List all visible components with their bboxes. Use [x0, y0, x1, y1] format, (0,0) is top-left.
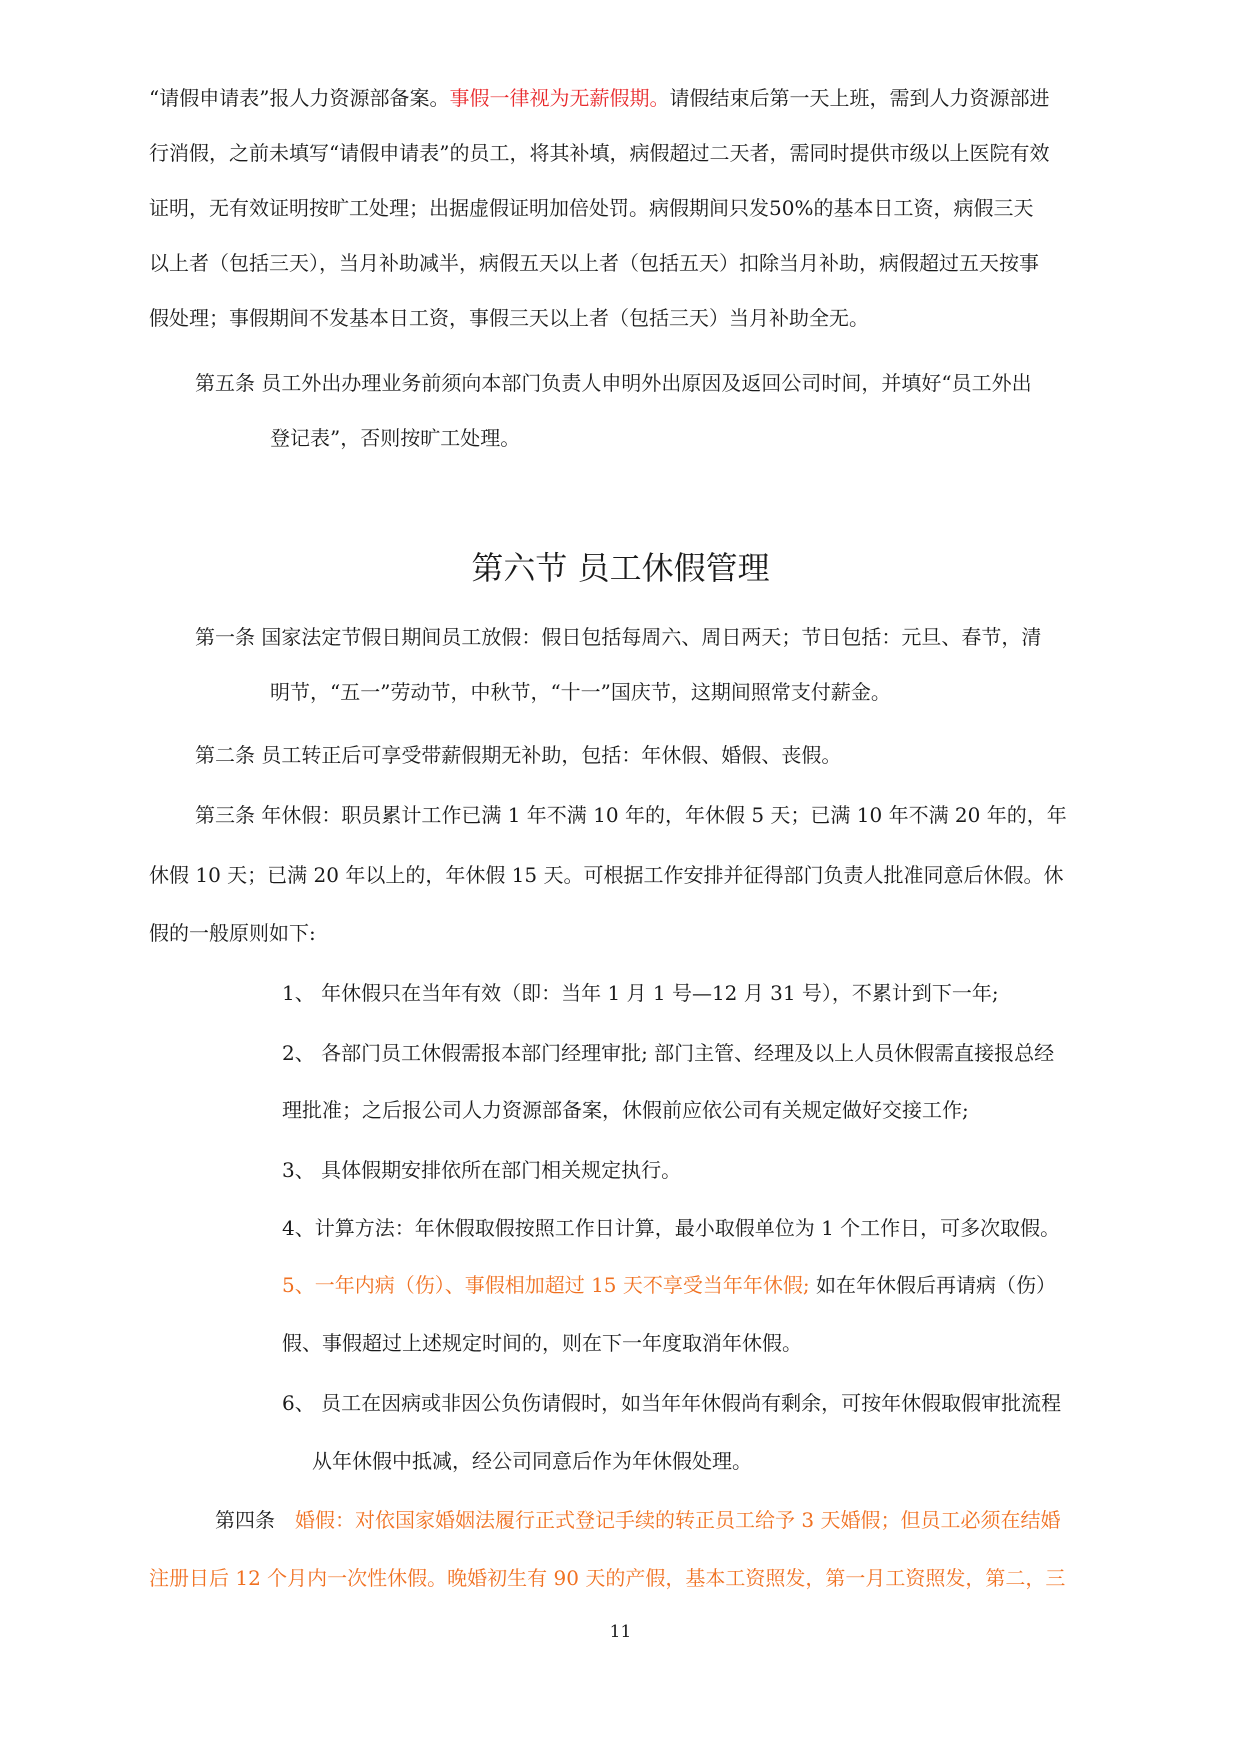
article-1-line-2: 明节，“五一”劳动节，中秋节，“十一”国庆节，这期间照常支付薪金。	[270, 680, 891, 704]
list-item-5-line-2: 假、事假超过上述规定时间的，则在下一年度取消年休假。	[282, 1331, 802, 1355]
body-line-1	[149, 83, 1049, 113]
article-4-label: 第四条	[215, 1508, 275, 1532]
list-item-6-line-1: 6、 员工在因病或非因公负伤请假时，如当年年休假尚有剩余，可按年休假取假审批流程	[282, 1391, 1062, 1415]
list-item-6-line-2: 从年休假中抵减，经公司同意后作为年休假处理。	[312, 1449, 752, 1473]
list-item-5-line-1	[282, 1270, 1056, 1300]
list-item-4: 4、计算方法：年休假取假按照工作日计算，最小取假单位为 1 个工作日，可多次取假。	[282, 1216, 1061, 1240]
highlight-text: 婚假：对依国家婚姻法履行正式登记手续的转正员工给予 3 天婚假；但员工必须在结婚	[295, 1508, 1061, 1532]
body-text: 请假结束后第一天上班，需到人力资源部进	[669, 86, 1050, 110]
body-text: “请假申请表”报人力资源部备案。	[149, 86, 450, 110]
article-3-line-1: 第三条 年休假：职员累计工作已满 1 年不满 10 年的，年休假 5 天；已满 10 年不满 20 年的，年	[195, 803, 1067, 827]
body-line-4: 以上者（包括三天），当月补助减半，病假五天以上者（包括五天）扣除当月补助，病假超过五天按事	[149, 251, 1039, 275]
article-5-line-2: 登记表”，否则按旷工处理。	[270, 426, 521, 450]
page-number: 11	[609, 1622, 632, 1642]
body-line-3: 证明，无有效证明按旷工处理；出据虚假证明加倍处罚。病假期间只发50%的基本日工资，病假三天	[149, 196, 1034, 220]
body-line-2: 行消假，之前未填写“请假申请表”的员工，将其补填，病假超过二天者，需同时提供市级以上医院有效	[149, 141, 1050, 165]
article-3-line-3: 假的一般原则如下:	[149, 921, 316, 945]
article-4-line-1	[215, 1505, 1060, 1535]
body-line-5: 假处理；事假期间不发基本日工资，事假三天以上者（包括三天）当月补助全无。	[149, 306, 869, 330]
highlight-text: 事假一律视为无薪假期。	[449, 86, 670, 110]
list-item-3: 3、 具体假期安排依所在部门相关规定执行。	[282, 1158, 682, 1182]
list-item-2-line-2: 理批准；之后报公司人力资源部备案，休假前应依公司有关规定做好交接工作;	[282, 1098, 969, 1122]
article-5-line-1: 第五条 员工外出办理业务前须向本部门负责人申明外出原因及返回公司时间，并填好“员工外出	[195, 371, 1032, 395]
article-4-line-2: 注册日后 12 个月内一次性休假。晚婚初生有 90 天的产假，基本工资照发，第一月工资照发，第二，三	[149, 1566, 1066, 1590]
article-2: 第二条 员工转正后可享受带薪假期无补助，包括：年休假、婚假、丧假。	[195, 743, 842, 767]
highlight-text: 5、一年内病（伤）、事假相加超过 15 天不享受当年年休假;	[282, 1273, 810, 1297]
body-text: 如在年休假后再请病（伤）	[809, 1273, 1056, 1297]
section-title: 第六节 员工休假管理	[471, 549, 770, 587]
list-item-2-line-1: 2、 各部门员工休假需报本部门经理审批; 部门主管、经理及以上人员休假需直接报总经	[282, 1041, 1055, 1065]
article-3-line-2: 休假 10 天；已满 20 年以上的，年休假 15 天。可根据工作安排并征得部门负责人批准同意后休假。休	[149, 863, 1064, 887]
list-item-1: 1、 年休假只在当年有效（即：当年 1 月 1 号—12 月 31 号），不累计到下一年;	[282, 981, 999, 1005]
article-1-line-1: 第一条 国家法定节假日期间员工放假：假日包括每周六、周日两天；节日包括：元旦、春节，清	[195, 625, 1042, 649]
